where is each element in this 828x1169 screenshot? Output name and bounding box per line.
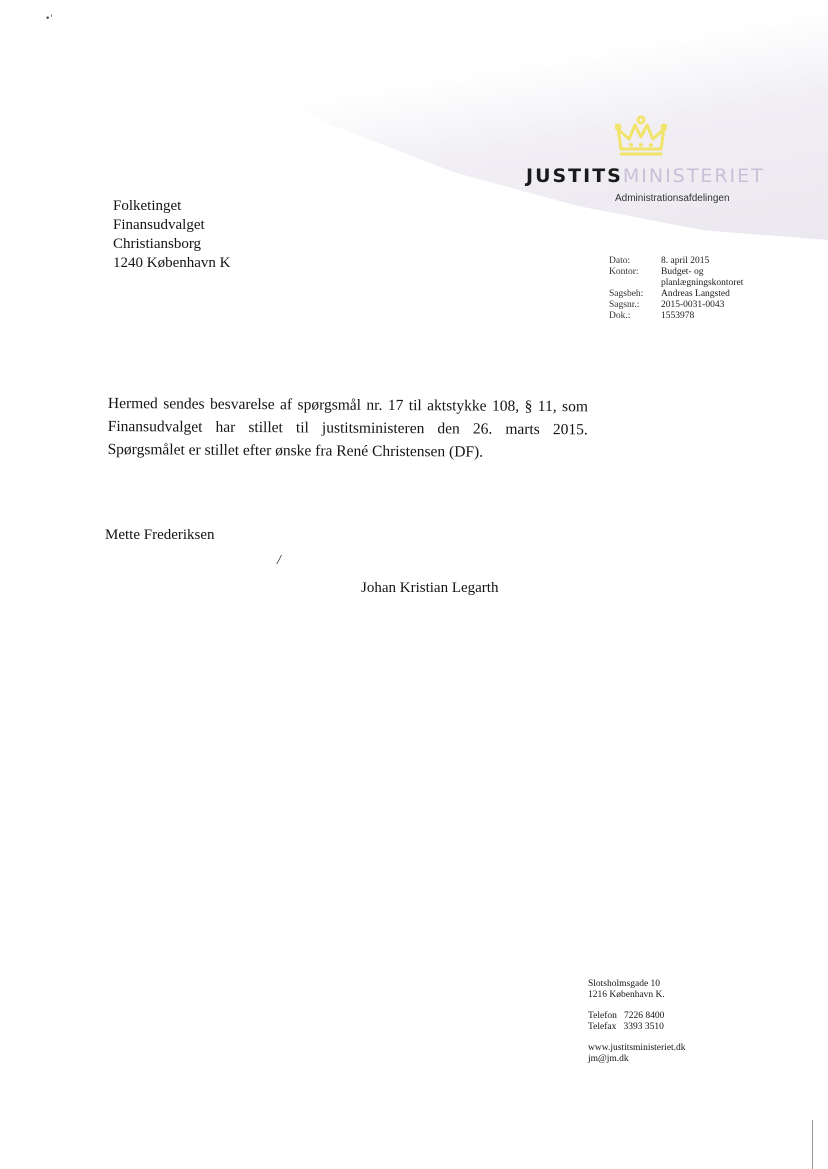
- website-link[interactable]: www.justitsministeriet.dk: [588, 1043, 686, 1053]
- recipient-line: Finansudvalget: [113, 217, 205, 233]
- meta-row-dato: [609, 256, 743, 267]
- letter-body: Hermed sendes besvarelse af spørgsmål nr. 17 til aktstykke 108, § 11, som Finansudvalget har stillet til justitsministeren den 26. marts 2015. Spørgsmålet er stillet efter ønske fra René Christensen (DF).: [107, 394, 588, 461]
- logo-word-light: MINISTERIET: [622, 165, 765, 187]
- recipient-address: [113, 197, 230, 273]
- signatory-official: Johan Kristian Legarth: [361, 580, 499, 596]
- meta-row-kontor-cont: [609, 278, 743, 289]
- scan-edge-line: [812, 1120, 813, 1169]
- address-line: 1216 København K.: [588, 990, 665, 1000]
- footer-address: [588, 979, 686, 1001]
- meta-value: Budget- og: [661, 267, 704, 277]
- signature-separator: /: [277, 553, 281, 568]
- meta-value: planlægningskontoret: [661, 278, 744, 288]
- recipient-line: 1240 København K: [113, 255, 231, 271]
- meta-value: 2015-0031-0043: [661, 300, 725, 310]
- meta-row-sagsbeh: [609, 289, 743, 300]
- phone-line: Telefon 7226 8400: [588, 1011, 665, 1021]
- ministry-contact-info: [588, 979, 686, 1065]
- meta-label: Dato:: [609, 256, 631, 266]
- meta-label: Dok.:: [609, 311, 631, 321]
- recipient-line: Folketinget: [113, 198, 182, 214]
- email-link[interactable]: jm@jm.dk: [588, 1054, 629, 1064]
- address-line: Slotsholmsgade 10: [588, 979, 661, 989]
- footer-web: [588, 1043, 686, 1065]
- recipient-line: Christiansborg: [113, 236, 202, 252]
- ministry-logo: [520, 115, 780, 210]
- meta-label: Kontor:: [609, 267, 639, 277]
- crown-icon: [615, 115, 667, 159]
- meta-value: 8. april 2015: [661, 256, 710, 266]
- logo-wordmark: [526, 165, 765, 187]
- meta-label: Sagsbeh:: [609, 289, 644, 299]
- meta-label: Sagsnr.:: [609, 300, 640, 310]
- scan-mark: •': [45, 14, 53, 24]
- meta-row-dok: [609, 311, 743, 322]
- letter-metadata: [609, 256, 743, 322]
- footer-phone: [588, 1011, 686, 1033]
- meta-row-kontor: [609, 267, 743, 278]
- fax-line: Telefax 3393 3510: [588, 1022, 664, 1032]
- meta-row-sagsnr: [609, 300, 743, 311]
- signatory-minister: Mette Frederiksen: [105, 527, 215, 543]
- logo-word-dark: JUSTITS: [526, 165, 623, 187]
- department-name: Administrationsafdelingen: [615, 193, 730, 204]
- meta-value: Andreas Langsted: [661, 289, 730, 299]
- meta-value: 1553978: [661, 311, 695, 321]
